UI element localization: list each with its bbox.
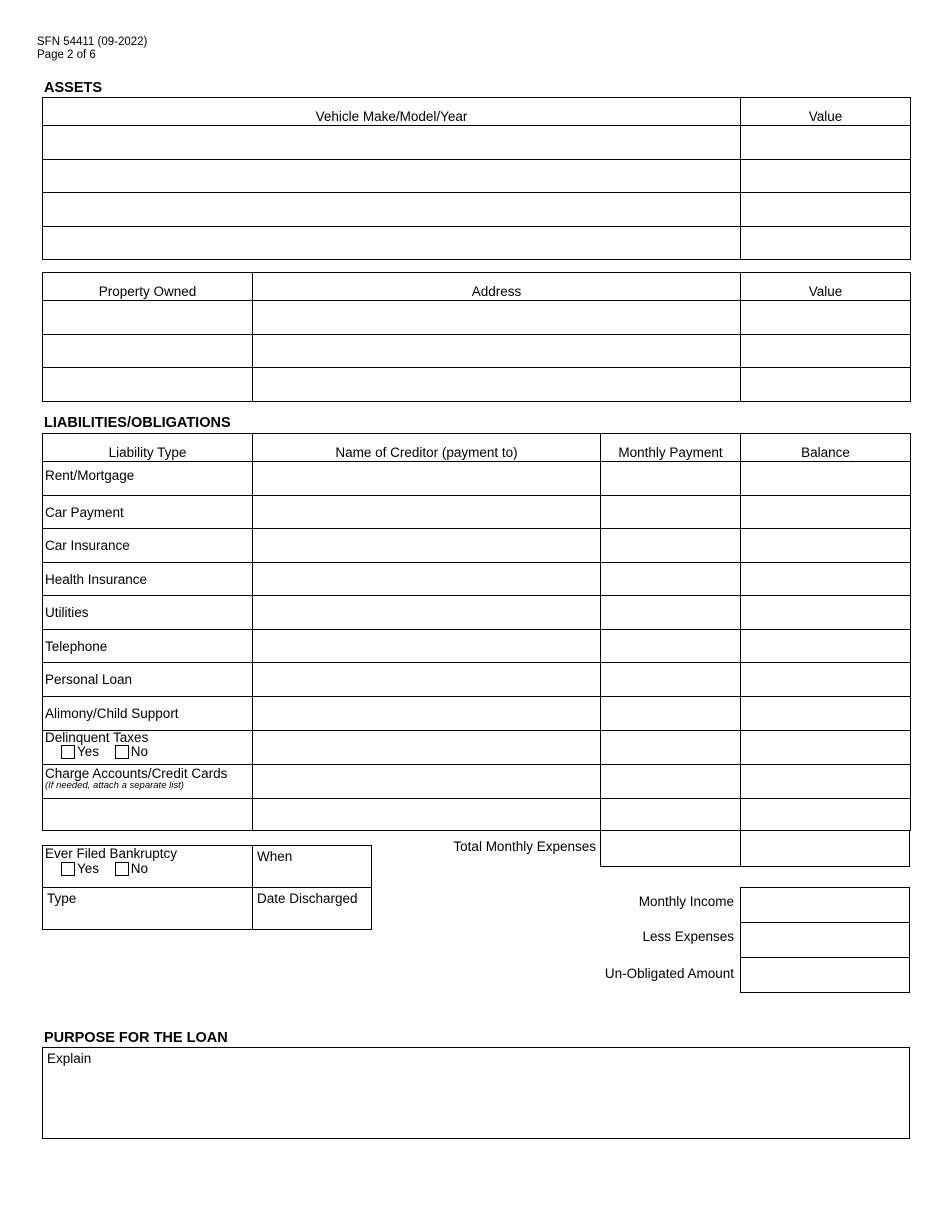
bankruptcy-yes-label: Yes <box>77 861 100 876</box>
balance-field[interactable] <box>741 529 911 563</box>
creditor-field[interactable] <box>253 563 601 596</box>
property-table <box>42 272 911 402</box>
address-field[interactable] <box>253 301 741 335</box>
less-expenses-field[interactable] <box>740 922 910 958</box>
balance-field[interactable] <box>741 630 911 663</box>
assets-section-title: ASSETS <box>44 80 103 96</box>
vehicle-column-header: Vehicle Make/Model/Year <box>43 98 741 126</box>
monthly-income-label: Monthly Income <box>638 894 734 909</box>
monthly-income-field[interactable] <box>740 887 910 923</box>
liability-label-personal-loan: Personal Loan <box>43 663 253 697</box>
property-field[interactable] <box>43 368 253 402</box>
delinquent-yes-label: Yes <box>77 744 100 759</box>
total-monthly-payment-field[interactable] <box>600 830 741 867</box>
vehicle-field[interactable] <box>43 126 741 160</box>
form-number: SFN 54411 (09-2022) <box>37 36 148 48</box>
creditor-field[interactable] <box>253 496 601 529</box>
creditor-field[interactable] <box>253 596 601 630</box>
purpose-explain-field[interactable] <box>42 1047 910 1139</box>
liabilities-table <box>42 433 911 831</box>
delinquent-no-label: No <box>130 744 149 759</box>
ever-filed-bankruptcy-cell <box>43 846 253 888</box>
date-discharged-label: Date Discharged <box>257 891 358 906</box>
address-column-header: Address <box>253 273 741 301</box>
vehicle-value-field[interactable] <box>741 160 911 193</box>
balance-field[interactable] <box>741 765 911 799</box>
balance-field[interactable] <box>741 496 911 529</box>
creditor-field[interactable] <box>253 630 601 663</box>
address-field[interactable] <box>253 335 741 368</box>
creditor-header: Name of Creditor (payment to) <box>253 434 601 462</box>
bankruptcy-table <box>42 845 372 930</box>
page-number: Page 2 of 6 <box>37 49 96 61</box>
property-value-field[interactable] <box>741 368 911 402</box>
liabilities-section-title: LIABILITIES/OBLIGATIONS <box>44 415 231 431</box>
liability-type-header: Liability Type <box>43 434 253 462</box>
liability-type-field[interactable] <box>43 799 253 831</box>
monthly-payment-field[interactable] <box>601 731 741 765</box>
bankruptcy-type-label: Type <box>47 891 77 906</box>
monthly-payment-field[interactable] <box>601 663 741 697</box>
monthly-payment-field[interactable] <box>601 596 741 630</box>
property-field[interactable] <box>43 335 253 368</box>
balance-field[interactable] <box>741 799 911 831</box>
bankruptcy-no-label: No <box>130 861 149 876</box>
vehicle-value-column-header: Value <box>741 98 911 126</box>
monthly-payment-field[interactable] <box>601 563 741 596</box>
monthly-payment-header: Monthly Payment <box>601 434 741 462</box>
property-value-field[interactable] <box>741 301 911 335</box>
charge-accounts-label: Charge Accounts/Credit Cards <box>45 766 228 781</box>
bankruptcy-type-cell[interactable] <box>43 888 253 930</box>
creditor-field[interactable] <box>253 799 601 831</box>
charge-accounts-note: (If needed, attach a separate list) <box>45 780 184 791</box>
vehicle-value-field[interactable] <box>741 193 911 227</box>
ever-filed-bankruptcy-label: Ever Filed Bankruptcy <box>45 846 178 861</box>
creditor-field[interactable] <box>253 663 601 697</box>
creditor-field[interactable] <box>253 731 601 765</box>
delinquent-yes-checkbox[interactable] <box>61 745 75 759</box>
purpose-explain-label: Explain <box>47 1051 92 1066</box>
creditor-field[interactable] <box>253 529 601 563</box>
balance-field[interactable] <box>741 563 911 596</box>
vehicle-field[interactable] <box>43 160 741 193</box>
monthly-payment-field[interactable] <box>601 462 741 496</box>
bankruptcy-yes-checkbox[interactable] <box>61 862 75 876</box>
vehicle-field[interactable] <box>43 193 741 227</box>
monthly-payment-field[interactable] <box>601 630 741 663</box>
vehicle-value-field[interactable] <box>741 227 911 260</box>
monthly-payment-field[interactable] <box>601 529 741 563</box>
purpose-section-title: PURPOSE FOR THE LOAN <box>44 1030 228 1046</box>
monthly-payment-field[interactable] <box>601 697 741 731</box>
creditor-field[interactable] <box>253 697 601 731</box>
vehicle-value-field[interactable] <box>741 126 911 160</box>
liability-label-health-insurance: Health Insurance <box>43 563 253 596</box>
balance-field[interactable] <box>741 697 911 731</box>
monthly-payment-field[interactable] <box>601 496 741 529</box>
less-expenses-label: Less Expenses <box>642 929 734 944</box>
delinquent-taxes-label: Delinquent Taxes <box>45 730 149 745</box>
unobligated-amount-field[interactable] <box>740 957 910 993</box>
balance-header: Balance <box>741 434 911 462</box>
charge-accounts-cell <box>43 765 253 799</box>
unobligated-amount-label: Un-Obligated Amount <box>604 966 734 981</box>
monthly-payment-field[interactable] <box>601 799 741 831</box>
balance-field[interactable] <box>741 596 911 630</box>
bankruptcy-when-label: When <box>257 849 293 864</box>
delinquent-taxes-cell <box>43 731 253 765</box>
property-field[interactable] <box>43 301 253 335</box>
total-monthly-expenses-label: Total Monthly Expenses <box>453 839 596 854</box>
property-value-column-header: Value <box>741 273 911 301</box>
creditor-field[interactable] <box>253 462 601 496</box>
balance-field[interactable] <box>741 462 911 496</box>
date-discharged-cell[interactable] <box>253 888 372 930</box>
liability-label-car-payment: Car Payment <box>43 496 253 529</box>
liability-label-utilities: Utilities <box>43 596 253 630</box>
liability-label-rent-mortgage: Rent/Mortgage <box>43 462 253 496</box>
liability-label-alimony-child-support: Alimony/Child Support <box>43 697 253 731</box>
vehicle-table <box>42 97 911 260</box>
liability-label-car-insurance: Car Insurance <box>43 529 253 563</box>
balance-field[interactable] <box>741 663 911 697</box>
address-field[interactable] <box>253 368 741 402</box>
balance-field[interactable] <box>741 731 911 765</box>
total-balance-field[interactable] <box>740 830 910 867</box>
liability-label-telephone: Telephone <box>43 630 253 663</box>
property-column-header: Property Owned <box>43 273 253 301</box>
vehicle-field[interactable] <box>43 227 741 260</box>
delinquent-no-checkbox[interactable] <box>115 745 129 759</box>
monthly-payment-field[interactable] <box>601 765 741 799</box>
property-value-field[interactable] <box>741 335 911 368</box>
bankruptcy-when-cell[interactable] <box>253 846 372 888</box>
creditor-field[interactable] <box>253 765 601 799</box>
bankruptcy-no-checkbox[interactable] <box>115 862 129 876</box>
